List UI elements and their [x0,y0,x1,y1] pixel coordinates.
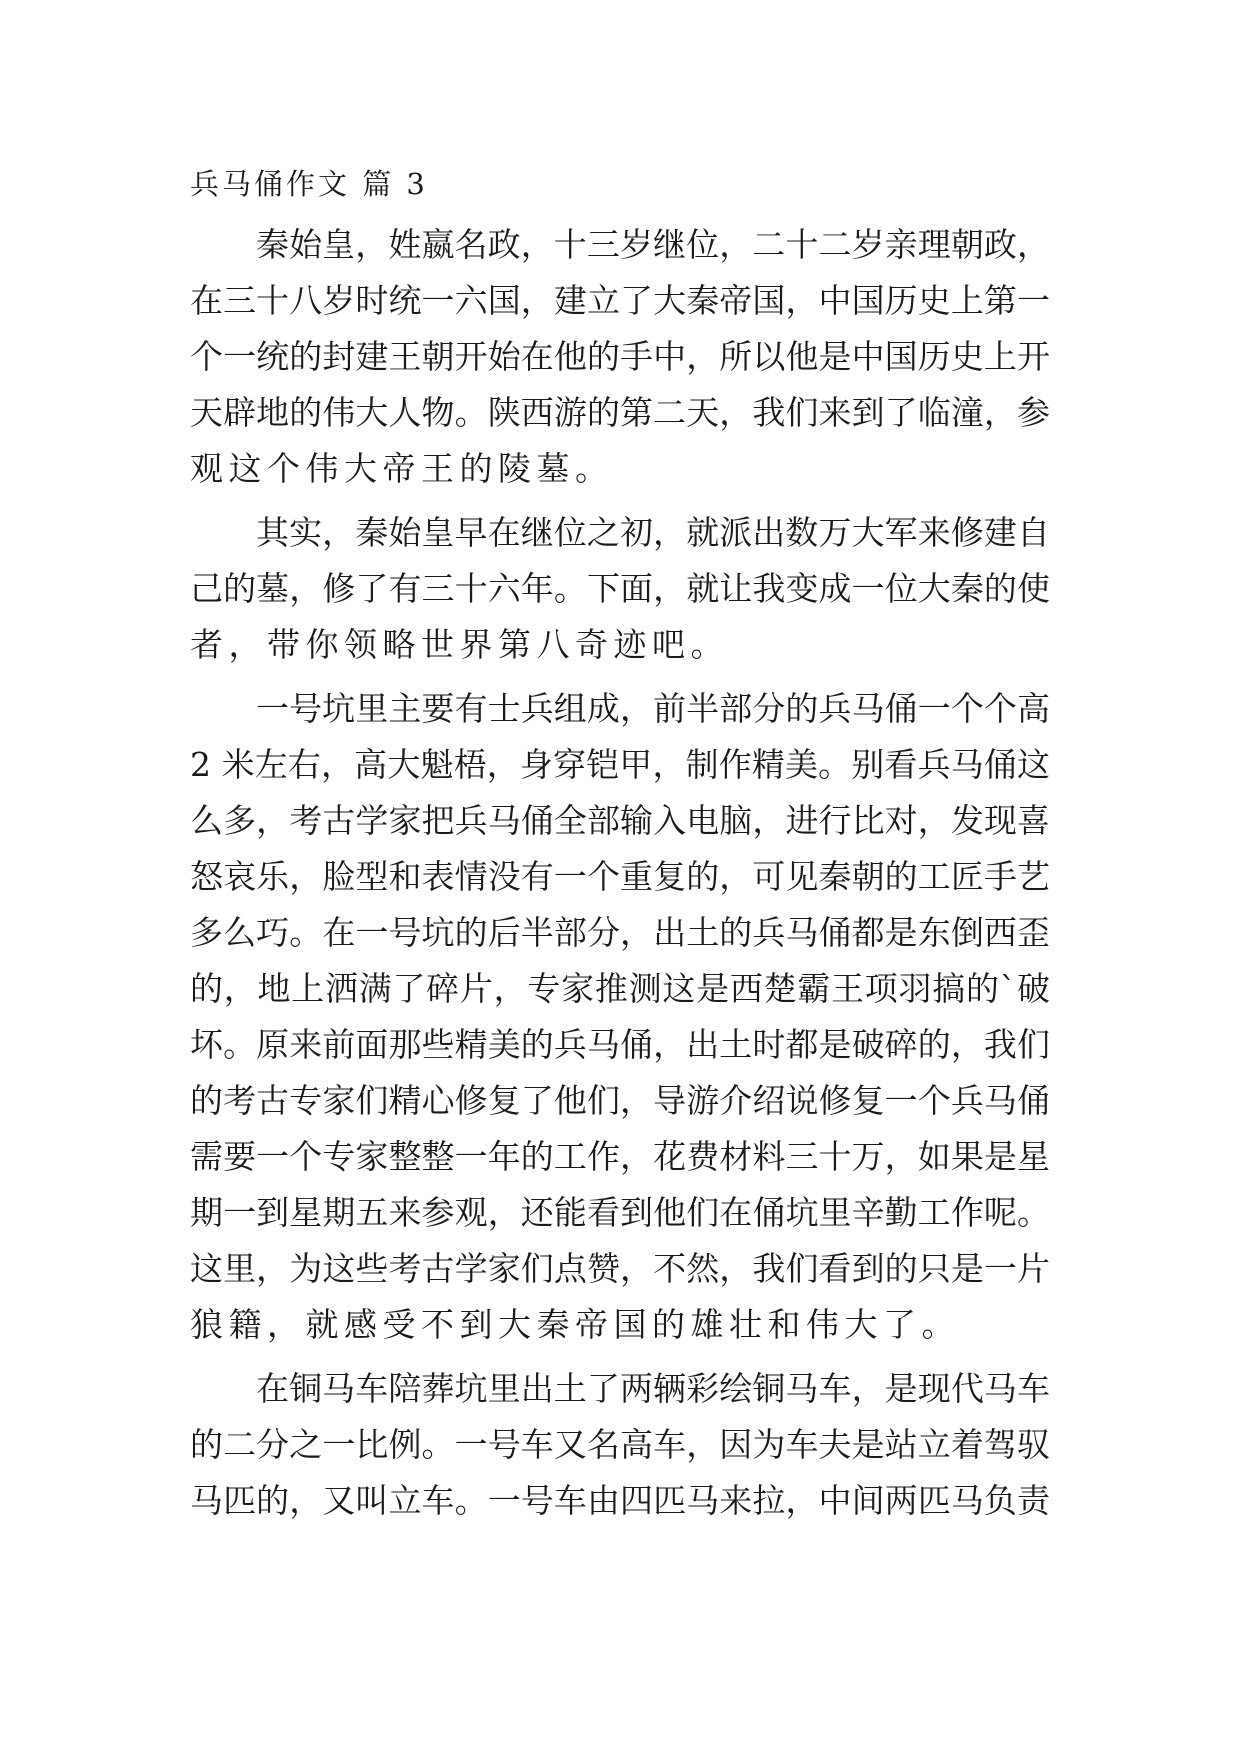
paragraph-1-line-3: 个一统的封建王朝开始在他的手中，所以他是中国历史上开 [190,337,1050,376]
paragraph-3-line-5: 多么巧。在一号坑的后半部分，出土的兵马俑都是东倒西歪 [190,913,1050,952]
paragraph-3-line-6: 的，地上洒满了碎片，专家推测这是西楚霸王项羽搞的`破 [190,969,1050,1008]
paragraph-3-line-11: 这里，为这些考古学家们点赞，不然，我们看到的只是一片 [190,1249,1050,1288]
paragraph-3-line-12: 狼籍，就感受不到大秦帝国的雄壮和伟大了。 [190,1305,960,1344]
paragraph-1-line-1: 秦始皇，姓嬴名政，十三岁继位，二十二岁亲理朝政， [256,225,1050,264]
paragraph-1-line-2: 在三十八岁时统一六国，建立了大秦帝国，中国历史上第一 [190,281,1050,320]
paragraph-2-line-3: 者，带你领略世界第八奇迹吧。 [190,625,729,664]
paragraph-4-line-3: 马匹的，又叫立车。一号车由四匹马来拉，中间两匹马负责 [190,1481,1050,1520]
paragraph-3-line-8: 的考古专家们精心修复了他们，导游介绍说修复一个兵马俑 [190,1081,1050,1120]
paragraph-3-line-10: 期一到星期五来参观，还能看到他们在俑坑里辛勤工作呢。 [190,1193,1050,1232]
paragraph-3-line-7: 坏。原来前面那些精美的兵马俑，出土时都是破碎的，我们 [190,1025,1050,1064]
paragraph-3-line-3: 么多，考古学家把兵马俑全部输入电脑，进行比对，发现喜 [190,801,1050,840]
paragraph-3-line-9: 需要一个专家整整一年的工作，花费材料三十万，如果是星 [190,1137,1050,1176]
paragraph-2-line-1: 其实，秦始皇早在继位之初，就派出数万大军来修建自 [256,513,1050,552]
document-title: 兵马俑作文 篇 3 [190,167,428,201]
paragraph-4-line-2: 的二分之一比例。一号车又名高车，因为车夫是站立着驾驭 [190,1425,1050,1464]
paragraph-1-line-4: 天辟地的伟大人物。陕西游的第二天，我们来到了临潼，参 [190,393,1050,432]
paragraph-3-line-1: 一号坑里主要有士兵组成，前半部分的兵马俑一个个高 [256,689,1050,728]
paragraph-3-line-2: 2 米左右，高大魁梧，身穿铠甲，制作精美。别看兵马俑这 [190,745,1050,784]
paragraph-3-line-4: 怒哀乐，脸型和表情没有一个重复的，可见秦朝的工匠手艺 [190,857,1050,896]
paragraph-1-line-5: 观这个伟大帝王的陵墓。 [190,449,614,488]
paragraph-2-line-2: 己的墓，修了有三十六年。下面，就让我变成一位大秦的使 [190,569,1050,608]
paragraph-4-line-1: 在铜马车陪葬坑里出土了两辆彩绘铜马车，是现代马车 [256,1369,1050,1408]
